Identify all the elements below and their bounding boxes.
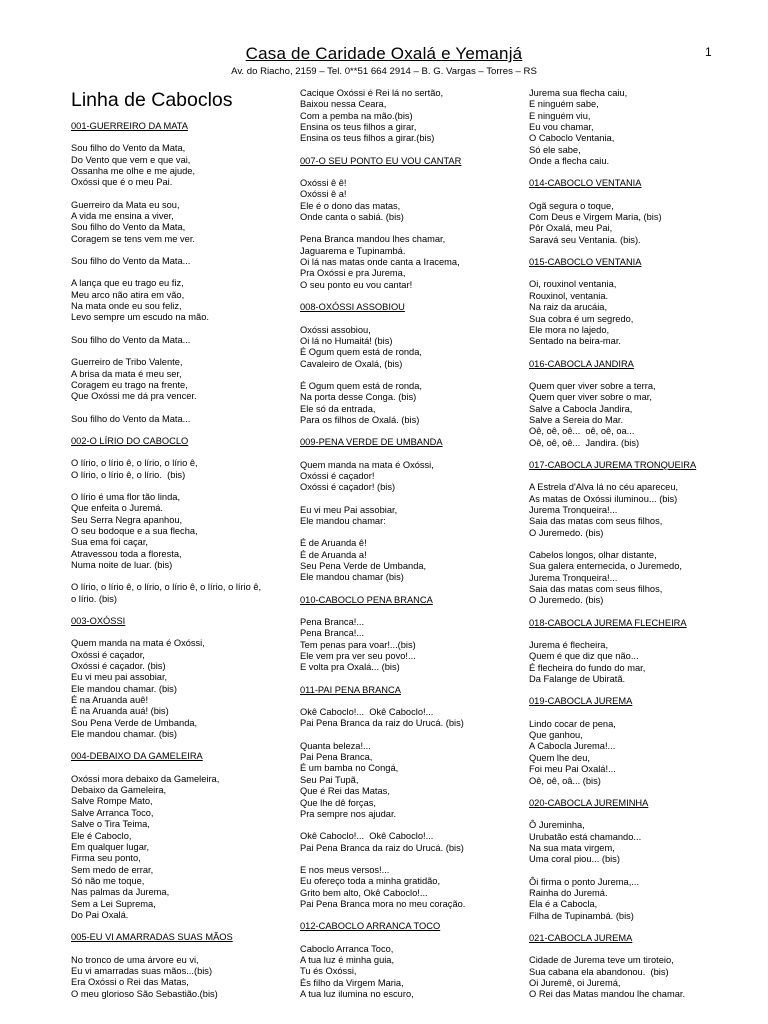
stanza: [300, 538, 500, 583]
lyric-line: Cacique Oxóssi é Rei lá no sertão,: [300, 88, 444, 98]
lyric-line: Saia das matas com seus filhos,: [529, 516, 663, 527]
lyric-line: Ossanha me olhe e me ajude,: [71, 166, 196, 177]
song-title: 018-CABOCLA JUREMA FLECHEIRA: [529, 617, 687, 628]
lyric-line: Rouxinol, ventania.: [529, 290, 609, 301]
song-title: 005-EU VI AMARRADAS SUAS MÃOS: [71, 932, 233, 943]
song-block: [71, 436, 267, 605]
lyric-line: Na sua mata virgem,: [529, 842, 615, 853]
stanza: [71, 200, 267, 245]
lyric-line: Pôr Oxalá, meu Pai,: [529, 223, 613, 234]
lyric-line: Oi lá no Humaitá! (bis): [300, 335, 393, 346]
column-2: [300, 88, 500, 1011]
lyric-line: Quem manda na mata é Oxóssi,: [71, 638, 205, 649]
song-block: [529, 88, 739, 167]
lyric-line: Da Falange de Ubiratã.: [529, 674, 626, 685]
lyric-line: Que lhe dê forças,: [300, 797, 376, 808]
stanza: [529, 955, 739, 1000]
song-title: 004-DEBAIXO DA GAMELEIRA: [71, 751, 203, 762]
lyric-line: As matas de Oxóssi iluminou... (bis): [529, 493, 678, 504]
song-title: 016-CABOCLA JANDIRA: [529, 358, 634, 369]
lyric-line: És filho da Virgem Maria,: [300, 977, 404, 988]
lyric-line: Guerreiro da Mata eu sou,: [71, 199, 180, 210]
song-block: [529, 933, 739, 1001]
lyric-line: Tem penas para voar!...(bis): [300, 639, 416, 650]
song-title: 001-GUERREIRO DA MATA: [71, 121, 188, 131]
lyric-line: Salve Arranca Toco,: [71, 807, 154, 818]
lyric-line: E nos meus versos!...: [300, 864, 390, 875]
lyric-line: Oxóssi ê a!: [300, 189, 347, 200]
lyric-line: Ele mandou chamar (bis): [300, 572, 404, 583]
lyric-line: No tronco de uma árvore eu vi,: [71, 954, 199, 965]
stanza: [71, 357, 267, 402]
lyric-line: Salve a Sereia do Mar.: [529, 414, 624, 425]
stanza: [71, 638, 267, 740]
lyric-line: Ensina os teus filhos a girar,: [300, 122, 417, 133]
lyric-line: A Estrela d'Alva lá no céu apareceu,: [529, 482, 679, 493]
stanza: [529, 482, 739, 539]
stanza: [300, 617, 500, 674]
lyric-line: Seu Pai Tupã,: [300, 774, 359, 785]
lyric-line: Sua ema foi caçar,: [71, 537, 148, 548]
lyric-line: O meu glorioso São Sebastião.(bis): [71, 988, 218, 999]
lyric-line: É na Aruanda auá! (bis): [71, 706, 169, 717]
lyric-line: É flecheira do fundo do mar,: [529, 662, 646, 673]
lyric-line: Eu vi meu Pai assobiar,: [300, 504, 398, 515]
page-header: [0, 44, 768, 78]
lyric-line: Guerreiro de Tribo Valente,: [71, 357, 183, 368]
lyric-line: Lindo cocar de pena,: [529, 718, 616, 729]
lyric-line: Oi lá nas matas onde canta a Iracema,: [300, 257, 460, 268]
lyric-line: Cabelos longos, olhar distante,: [529, 550, 657, 560]
stanza: [300, 88, 500, 145]
stanza: [529, 820, 739, 865]
lyric-line: Saia das matas com seus filhos,: [529, 584, 663, 595]
lyric-line: Para os filhos de Oxalá. (bis): [300, 414, 420, 425]
lyric-line: Sua galera enternecida, o Juremedo,: [529, 561, 682, 572]
song-block: [529, 618, 739, 686]
lyric-line: Saravá seu Ventania. (bis).: [529, 234, 641, 245]
song-title: 007-O SEU PONTO EU VOU CANTAR: [300, 155, 462, 166]
lyric-line: Seu Serra Negra apanhou,: [71, 514, 183, 525]
page-number: 1: [705, 45, 712, 59]
lyric-line: Na raiz da arucáia,: [529, 302, 608, 313]
stanza: [300, 381, 500, 426]
song-block: [529, 460, 739, 607]
lyric-line: Quem quer viver sobre a terra,: [529, 380, 656, 391]
lyric-line: A tua luz é minha guia,: [300, 954, 395, 965]
lyric-line: Sem medo de errar,: [71, 864, 154, 875]
song-title: 019-CABOCLA JUREMA: [529, 696, 633, 707]
lyric-line: Que é Rei das Matas,: [300, 786, 390, 797]
lyric-line: É um bamba no Congá,: [300, 763, 399, 774]
lyric-line: Sou filho do Vento da Mata...: [71, 334, 191, 345]
lyric-line: O Rei das Matas mandou lhe chamar.: [529, 989, 686, 1000]
lyric-line: Jurema Tronqueira!...: [529, 504, 618, 515]
song-title: 014-CABOCLO VENTANIA: [529, 178, 642, 189]
lyric-line: Sou filho do Vento da Mata,: [71, 222, 186, 233]
lyric-line: Com a pemba na mão.(bis): [300, 110, 413, 121]
stanza: [71, 774, 267, 921]
lyric-line: Oi Juremê, oi Juremá,: [529, 977, 621, 988]
stanza: [300, 325, 500, 370]
lyric-line: Oê, oê, oâ... (bis): [529, 775, 601, 786]
stanza: [300, 234, 500, 291]
stanza: [300, 460, 500, 494]
lyric-line: A brisa da mata é meu ser,: [71, 368, 182, 379]
lyric-line: Oê, oê, oê... Jandira. (bis): [529, 437, 640, 448]
lyric-line: Na porta desse Conga. (bis): [300, 392, 417, 403]
lyric-line: Cavaleiro de Oxalá, (bis): [300, 358, 403, 369]
lyric-line: A Cabocla Jurema!...: [529, 741, 616, 752]
lyric-line: Quem quer viver sobre o mar,: [529, 392, 652, 403]
lyric-line: O lírio, o lírio ê, o lírio. (bis): [71, 469, 186, 480]
lyric-line: O Juremedo. (bis): [529, 595, 604, 606]
lyric-line: Do Pai Oxalá.: [71, 909, 129, 920]
lyric-line: Jurema Tronqueira!...: [529, 572, 618, 583]
stanza: [300, 505, 500, 528]
lyric-line: Pai Pena Branca da raiz do Urucá. (bis): [300, 718, 464, 729]
stanza: [71, 256, 267, 267]
lyric-line: O seu bodoque e a sua flecha,: [71, 525, 198, 536]
song-title: 020-CABOCLA JUREMINHA: [529, 797, 649, 808]
lyric-line: Grito bem alto, Okê Caboclo!...: [300, 887, 428, 898]
lyric-line: Baixou nessa Ceara,: [300, 99, 387, 110]
lyric-line: Sou filho do Vento da Mata...: [71, 413, 191, 424]
stanza: [529, 201, 739, 246]
lyric-line: E ninguém sabe,: [529, 99, 599, 110]
lyric-line: Ô Jureminha,: [529, 820, 585, 831]
lyric-line: Filha de Tupinambá. (bis): [529, 910, 634, 921]
lyric-line: Debaixo da Gameleira,: [71, 785, 167, 796]
lyric-line: Ele é o dono das matas,: [300, 200, 401, 211]
document-title: Linha de Caboclos: [71, 89, 233, 111]
lyric-line: A lança que eu trago eu fiz,: [71, 278, 184, 289]
song-block: [529, 257, 739, 347]
stanza: [529, 381, 739, 449]
song-block: [300, 685, 500, 911]
lyric-line: Ele mandou chamar. (bis): [71, 729, 177, 740]
lyric-line: É Ogum quem está de ronda,: [300, 380, 422, 391]
song-block: [529, 178, 739, 246]
song-title: 015-CABOCLO VENTANIA: [529, 257, 642, 268]
stanza: [71, 955, 267, 1000]
lyric-line: Oxóssi mora debaixo da Gameleira,: [71, 773, 220, 784]
lyric-line: Pena Branca mandou lhes chamar,: [300, 234, 446, 245]
lyric-line: A vida me ensina a viver,: [71, 211, 174, 222]
lyric-line: Sentado na beira-mar.: [529, 336, 621, 347]
song-block: [300, 595, 500, 674]
lyric-line: Pra Oxóssi e pra Jurema,: [300, 268, 406, 279]
lyric-line: Eu vi amarradas suas mãos...(bis): [71, 965, 213, 976]
stanza: [300, 865, 500, 910]
lyric-line: Jurema sua flecha caiu,: [529, 88, 628, 98]
organization-title: Casa de Caridade Oxalá e Yemanjá: [245, 44, 523, 63]
lyric-line: Eu ofereço toda a minha gratidão,: [300, 876, 441, 887]
stanza: [529, 88, 739, 167]
lyric-line: É de Aruanda a!: [300, 549, 367, 560]
song-title: 002-O LÍRIO DO CABOCLO: [71, 435, 189, 446]
lyric-line: Pai Pena Branca mora no meu coração.: [300, 898, 466, 909]
lyric-line: Pra sempre nos ajudar.: [300, 808, 397, 819]
lyric-line: Onde canta o sabiá. (bis): [300, 212, 404, 223]
lyric-line: O lírio, o lírio ê, o lírio, o lírio ê,: [71, 458, 198, 469]
lyric-line: Urubatão está chamando...: [529, 831, 642, 842]
lyric-line: Pena Branca!...: [300, 617, 365, 628]
lyric-line: Jaguarema e Tupinambá.: [300, 245, 406, 256]
lyric-line: Foi meu Pai Oxalá!...: [529, 764, 616, 775]
stanza: [300, 707, 500, 730]
lyric-line: Sem a Lei Suprema,: [71, 898, 156, 909]
lyric-line: Jurema é flecheira,: [529, 640, 609, 651]
song-title: 011-PAI PENA BRANCA: [300, 684, 401, 695]
lyric-line: Sua cabana ela abandonou. (bis): [529, 966, 669, 977]
lyric-line: Ogã segura o toque,: [529, 200, 614, 211]
lyric-line: Pai Pena Branca,: [300, 752, 373, 763]
lyric-line: Só não me toque,: [71, 875, 145, 886]
lyric-line: Onde a flecha caiu.: [529, 156, 610, 167]
lyric-line: É de Aruanda ê!: [300, 538, 367, 549]
song-title: 008-OXÓSSI ASSOBIOU: [300, 302, 405, 313]
stanza: [71, 582, 267, 605]
column-3: [529, 88, 739, 1012]
lyric-line: Nas palmas da Jurema,: [71, 887, 170, 898]
lyric-line: Do Vento que vem e que vai,: [71, 154, 191, 165]
song-title: 017-CABOCLA JUREMA TRONQUEIRA: [529, 459, 697, 470]
stanza: [71, 335, 267, 346]
lyric-line: Oxóssi é caçador,: [71, 649, 145, 660]
lyric-line: Que enfeita o Juremá.: [71, 503, 163, 514]
stanza: [71, 414, 267, 425]
lyric-line: O seu ponto eu vou cantar!: [300, 279, 413, 290]
lyric-line: Tu és Oxóssi,: [300, 966, 357, 977]
column-1: [71, 88, 267, 1011]
lyric-line: Sua cobra é um segredo,: [529, 313, 634, 324]
lyric-line: Salve Rompe Mato,: [71, 796, 153, 807]
lyric-line: Oxóssi é caçador! (bis): [300, 482, 396, 493]
song-title: 003-OXÓSSI: [71, 616, 126, 626]
lyric-line: Ôi firma o ponto Jurema,...: [529, 876, 640, 887]
song-title: 010-CABOCLO PENA BRANCA: [300, 594, 433, 605]
lyric-line: Cidade de Jurema teve um tiroteio,: [529, 955, 674, 966]
lyric-line: Atravessou toda a floresta,: [71, 548, 182, 559]
lyric-line: Salve o Tira Teima,: [71, 819, 150, 830]
song-block: [71, 932, 267, 1000]
lyric-line: Só ele sabe,: [529, 144, 581, 155]
lyric-line: Pena Branca!...: [300, 628, 365, 639]
lyric-line: Levo sempre um escudo na mão.: [71, 312, 209, 323]
lyric-line: Salve a Cabocla Jandira,: [529, 403, 633, 414]
lyric-line: Quem é que diz que não...: [529, 651, 639, 662]
lyric-line: Coragem eu trago na frente,: [71, 379, 188, 390]
song-block: [300, 437, 500, 583]
lyric-line: Coragem se tens vem me ver.: [71, 233, 196, 244]
stanza: [300, 741, 500, 820]
song-title: 009-PENA VERDE DE UMBANDA: [300, 437, 443, 448]
lyric-line: Sou filho do Vento da Mata...: [71, 256, 191, 267]
song-block: [71, 616, 267, 740]
song-block: [300, 156, 500, 291]
lyric-line: Sou Pena Verde de Umbanda,: [71, 717, 198, 728]
lyric-line: A tua luz ilumina no escuro,: [300, 988, 414, 999]
lyric-line: E volta pra Oxalá... (bis): [300, 662, 400, 673]
lyric-line: Uma coral piou... (bis): [529, 854, 620, 865]
lyric-line: Oxóssi assobiou,: [300, 324, 371, 335]
stanza: [529, 279, 739, 347]
organization-address: Av. do Riacho, 2159 – Tel. 0**51 664 2914 – B. G. Vargas – Torres – RS: [231, 66, 537, 77]
lyric-line: Quem manda na mata é Oxóssi,: [300, 459, 434, 470]
lyric-line: Ele vem pra ver seu povo!...: [300, 651, 416, 662]
song-block: [529, 359, 739, 449]
lyric-line: Pai Pena Branca da raiz do Urucá. (bis): [300, 842, 464, 853]
stanza: [529, 640, 739, 685]
lyric-line: Meu arco não atira em vão,: [71, 289, 185, 300]
lyric-line: Oxóssi é caçador!: [300, 470, 375, 481]
song-title: 021-CABOCLA JUREMA: [529, 932, 633, 943]
lyric-line: O Caboclo Ventania,: [529, 133, 615, 144]
song-title: 012-CABOCLO ARRANCA TOCO: [300, 921, 441, 932]
stanza: [71, 143, 267, 188]
lyric-line: Que ganhou,: [529, 730, 583, 741]
lyric-line: Em qualquer lugar,: [71, 841, 150, 852]
lyric-line: Ele só da entrada,: [300, 403, 376, 414]
stanza: [529, 719, 739, 787]
stanza: [71, 458, 267, 481]
lyric-line: É na Aruanda auê!: [71, 695, 149, 706]
lyric-line: Oi, rouxinol ventania,: [529, 279, 617, 290]
lyric-line: Ele mandou chamar:: [300, 515, 386, 526]
lyric-line: Quanta beleza!...: [300, 740, 371, 751]
lyric-line: Quem lhe deu,: [529, 752, 590, 763]
lyric-line: Eu vi meu pai assobiar,: [71, 672, 168, 683]
lyric-line: Oê, oê, oê... oê, oê, oa...: [529, 426, 635, 437]
song-block: [529, 696, 739, 786]
lyric-line: Eu vou chamar,: [529, 122, 594, 133]
song-block: [300, 302, 500, 426]
lyric-line: Rainha do Juremá.: [529, 887, 608, 898]
lyric-line: Oxóssi é caçador. (bis): [71, 661, 166, 672]
lyric-line: Ele mandou chamar. (bis): [71, 683, 177, 694]
lyric-line: Okê Caboclo!... Okê Caboclo!...: [300, 831, 434, 842]
lyric-line: O lírio é uma flor tão linda,: [71, 491, 181, 502]
lyric-line: Que Oxóssi me dá pra vencer.: [71, 391, 197, 402]
lyric-line: Ele é Caboclo,: [71, 830, 132, 841]
lyric-line: O lírio, o lírio ê, o lírio, o lírio ê, o lírio, o lírio ê, o lírio. (bis): [71, 582, 262, 604]
song-block: [71, 121, 267, 425]
song-block: [71, 751, 267, 921]
lyric-line: É Ogum quem está de ronda,: [300, 347, 422, 358]
lyric-line: Seu Pena Verde de Umbanda,: [300, 561, 427, 571]
lyric-line: Na mata onde eu sou feliz,: [71, 301, 182, 312]
stanza: [300, 831, 500, 854]
lyric-line: Com Deus e Virgem Maria, (bis): [529, 212, 662, 223]
stanza: [71, 278, 267, 323]
lyric-line: Caboclo Arranca Toco,: [300, 943, 394, 954]
song-block: [300, 921, 500, 1000]
lyric-line: Sou filho do Vento da Mata,: [71, 143, 186, 154]
stanza: [300, 944, 500, 1001]
song-block: [300, 88, 500, 145]
lyric-line: Oxóssi que é o meu Pai.: [71, 177, 173, 188]
song-block: [529, 798, 739, 922]
lyric-line: Okê Caboclo!... Okê Caboclo!...: [300, 707, 434, 718]
stanza: [529, 550, 739, 607]
lyric-line: O Juremedo. (bis): [529, 527, 604, 538]
stanza: [529, 877, 739, 922]
lyric-line: Era Oxóssi o Rei das Matas,: [71, 977, 189, 988]
stanza: [300, 178, 500, 223]
lyric-line: Numa noite de luar. (bis): [71, 559, 173, 570]
lyric-line: Ele mora no lajedo,: [529, 324, 610, 335]
lyric-line: Oxóssi ê ê!: [300, 178, 347, 189]
lyric-line: E ninguém viu,: [529, 110, 591, 121]
lyric-line: Firma seu ponto,: [71, 853, 141, 864]
stanza: [71, 492, 267, 571]
lyric-line: Ensina os teus filhos a girar.(bis): [300, 133, 435, 144]
lyric-line: Ela é a Cabocla,: [529, 899, 598, 910]
